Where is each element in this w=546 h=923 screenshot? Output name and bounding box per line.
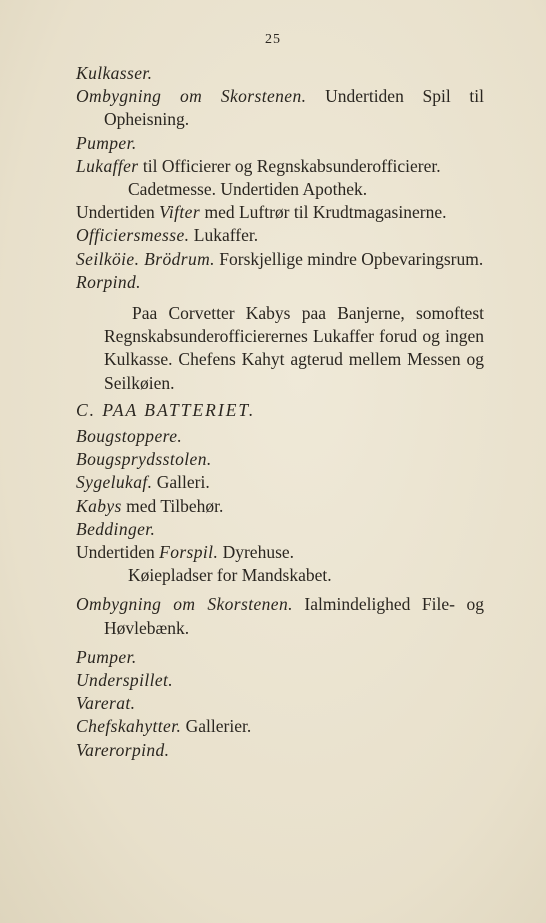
section-heading: C. PAA BATTERIET. (76, 399, 256, 420)
italic-term: Pumper. (76, 132, 137, 153)
text-line (76, 593, 484, 639)
italic-term: Seilköie. Brödrum. (76, 248, 215, 269)
text-run: Lukaffer. (189, 225, 259, 246)
italic-term: Kabys (76, 495, 122, 516)
italic-term: Sygelukaf. (76, 472, 153, 493)
text-line (76, 715, 484, 738)
text-line (76, 201, 484, 224)
text-run: Køiepladser for Mandskabet. (128, 565, 332, 586)
text-line (76, 495, 484, 518)
italic-term: Bougsprydsstolen. (76, 449, 212, 470)
text-line (76, 448, 484, 471)
italic-term: Forspil. (159, 542, 219, 563)
text-line (76, 248, 484, 271)
page-number: 25 (265, 32, 281, 47)
text-run: Forskjellige mindre Opbevaringsrum. (214, 248, 484, 269)
text-line (76, 224, 484, 247)
text-line (76, 669, 484, 692)
italic-term: Kulkasser. (76, 63, 153, 83)
page-body (76, 62, 484, 762)
text-run: Galleri. (152, 472, 210, 493)
text-line (76, 692, 484, 715)
text-line (76, 85, 484, 131)
italic-term: Varerat. (76, 693, 136, 714)
italic-term: Ombygning om Skorstenen. (76, 594, 293, 615)
text-run: Cadetmesse. Undertiden Apothek. (128, 179, 368, 200)
italic-term: Lukaffer (76, 155, 139, 176)
paragraph (76, 302, 484, 395)
text-run: Gallerier. (181, 716, 252, 737)
text-run: Undertiden (76, 202, 160, 223)
italic-term: Vifter (159, 202, 201, 223)
text-run: Paa Corvetter Kabys paa Banjerne, somoftest Regnskabsunderofficierernes Lukaffer forud og ingen Kulkasse. Chefens Kahyt agterud mellem Messen og Seilkøien. (104, 303, 484, 393)
text-line (76, 155, 484, 178)
text-run: med Luftrør til Krudtmagasinerne. (200, 202, 447, 223)
text-run: Undertiden (76, 542, 160, 563)
italic-term: om (179, 86, 203, 107)
text-line (76, 646, 484, 669)
italic-term: Underspillet. (76, 670, 174, 691)
italic-term: Varerorpind. (76, 739, 170, 760)
text-line (76, 541, 484, 564)
text-line (76, 178, 484, 201)
text-run: Dyrehuse. (218, 542, 295, 563)
text-run: Undertiden Spil til Opheisning. (104, 86, 484, 130)
text-line (76, 271, 484, 294)
italic-term: Pumper. (76, 646, 137, 667)
italic-term: Beddinger. (76, 518, 156, 539)
text-line (76, 62, 484, 85)
text-line (76, 425, 484, 448)
italic-term: Ombygning (76, 86, 162, 107)
text-line (76, 564, 484, 587)
italic-term: Officiersmesse. (76, 225, 190, 246)
italic-term: Skorstenen. (220, 86, 307, 107)
text-line (76, 471, 484, 494)
text-run: Ialmindelighed File- og Høvlebænk. (104, 594, 484, 638)
italic-term: Bougstoppere. (76, 426, 183, 447)
text-line (76, 518, 484, 541)
text-line (76, 739, 484, 762)
italic-term: Rorpind. (76, 271, 141, 292)
text-run: med Tilbehør. (121, 495, 224, 516)
italic-term: Chefskahytter. (76, 716, 182, 737)
text-run: til Officierer og Regnskabsunderofficierer. (138, 155, 441, 176)
text-line (76, 132, 484, 155)
